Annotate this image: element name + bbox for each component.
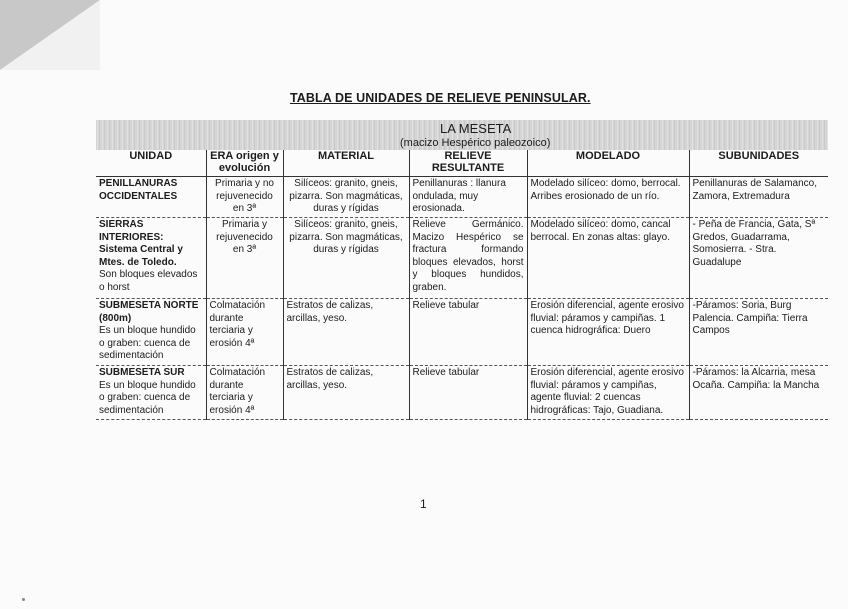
cell-modelado: Modelado silíceo: domo, cancal berrocal. En zonas altas: glayo. [527,218,689,299]
cell-unidad [96,366,206,420]
cell-relieve: Relieve tabular [409,366,527,420]
header-material: MATERIAL [283,150,409,177]
unit-title: SUBMESETA NORTE (800m) [99,300,199,324]
cell-relieve: Relieve tabular [409,299,527,366]
cell-unidad [96,218,206,299]
table-header-row [96,150,828,177]
unit-title: SIERRAS INTERIORES: Sistema Central y Mtes. de Toledo. [99,219,183,268]
unit-note: Son bloques elevados o horst [99,269,198,293]
cell-material: Silíceos: granito, gneis, pizarra. Son magmáticas, duras y rígidas [283,218,409,299]
cell-era: Primaria y no rejuvenecido en 3ª [206,177,283,218]
cell-unidad [96,177,206,218]
unit-note: Es un bloque hundido o graben: cuenca de sedimentación [99,325,196,361]
cell-modelado: Erosión diferencial, agente erosivo fluvial: páramos y campiñas, agente fluvial: 2 cuencas hidrográficas: Tajo, Guadiana. [527,366,689,420]
header-modelado: MODELADO [527,150,689,177]
header-subunidades: SUBUNIDADES [689,150,828,177]
section-title: LA MESETA [440,121,512,136]
cell-modelado: Modelado silíceo: domo, berrocal. Arribes erosionado de un río. [527,177,689,218]
unit-note: Es un bloque hundido o graben: cuenca de sedimentación [99,379,196,416]
section-subtitle: (macizo Hespérico paleozoico) [400,137,551,149]
cell-era: Primaria y rejuvenecido en 3ª [206,218,283,299]
unit-title: PENILLANURAS OCCIDENTALES [99,178,178,202]
document-title: TABLA DE UNIDADES DE RELIEVE PENINSULAR. [290,91,591,105]
table-row [96,366,828,420]
table-row [96,299,828,366]
cell-relieve: Relieve Germánico. Macizo Hespérico se fractura formando bloques elevados, horst y bloques hundidos, graben. [409,218,527,299]
table-row [96,218,828,299]
cell-subunidades: Penillanuras de Salamanco, Zamora, Extremadura [689,177,828,218]
cell-subunidades: -Páramos: la Alcarria, mesa Ocaña. Campiña: la Mancha [689,366,828,420]
header-era: ERA origen y evolución [206,150,283,177]
header-relieve: RELIEVE RESULTANTE [409,150,527,177]
scan-speck [22,598,25,601]
cell-material: Silíceos: granito, gneis, pizarra. Son magmáticas, duras y rígidas [283,177,409,218]
cell-relieve: Penillanuras : llanura ondulada, muy erosionada. [409,177,527,218]
relief-units-table [96,150,828,420]
cell-subunidades: - Peña de Francia, Gata, Sª Gredos, Guadarrama, Somosierra. - Stra. Guadalupe [689,218,828,299]
cell-material: Estratos de calizas, arcillas, yeso. [283,299,409,366]
cell-era: Colmatación durante terciaria y erosión 4ª [206,366,283,420]
page-number: 1 [420,497,427,511]
page-fold-shadow [0,0,100,70]
cell-unidad [96,299,206,366]
header-unidad: UNIDAD [96,150,206,177]
cell-era: Colmatación durante terciaria y erosión 4ª [206,299,283,366]
table-row [96,177,828,218]
cell-material: Estratos de calizas, arcillas, yeso. [283,366,409,420]
unit-title: SUBMESETA SUR [99,367,185,378]
cell-modelado: Erosión diferencial, agente erosivo fluvial: páramos y campiñas. 1 cuenca hidrográfica: Duero [527,299,689,366]
cell-subunidades: -Páramos: Soria, Burg Palencia. Campiña: Tierra Campos [689,299,828,366]
